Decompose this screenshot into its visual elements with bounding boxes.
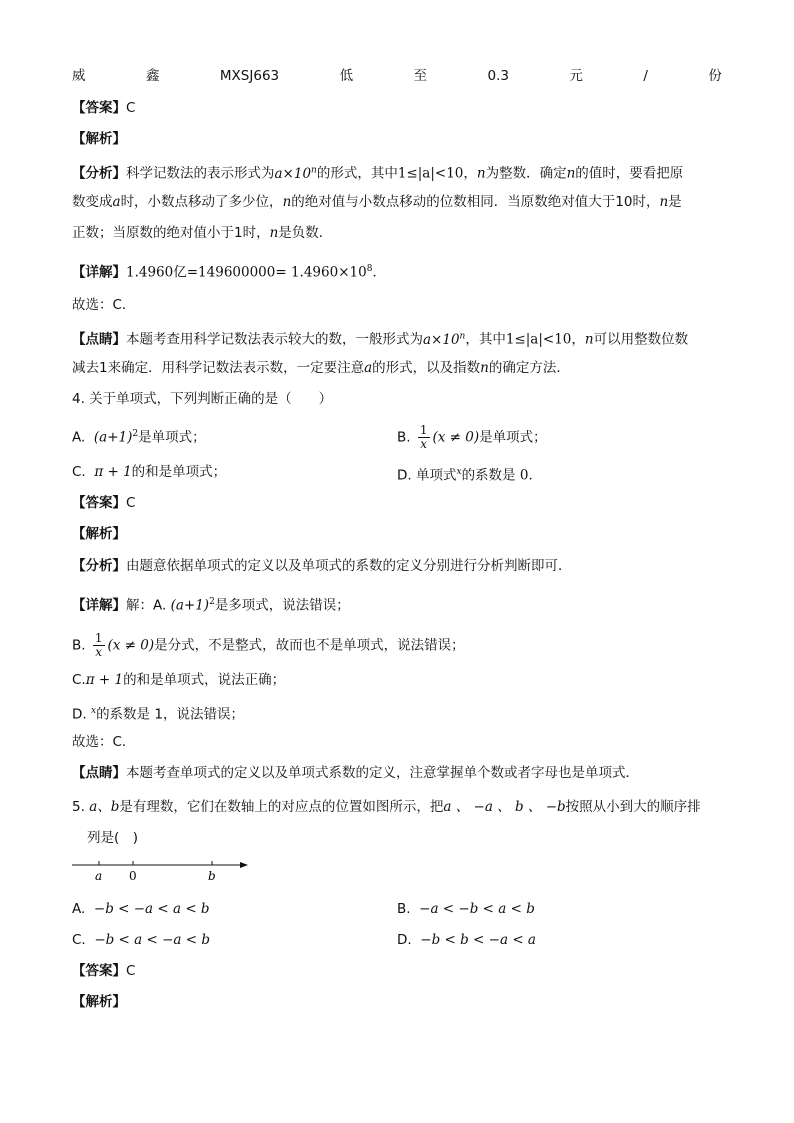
option-label: C. [72,932,86,948]
header-price: 0.3 [487,68,509,84]
q4-guxuan: 故选：C． [72,734,136,750]
xiangjie-tag: 【详解】 [72,597,126,614]
q3-fenxi-line2 [72,192,722,212]
text: ， [571,331,585,348]
math: 0 [519,467,529,484]
answer-value: C [126,495,136,511]
text: 1.4960亿=149600000 [126,264,276,281]
q4-analysis-tag: 【解析】 [72,526,126,542]
answer-tag: 【答案】 [72,963,126,979]
math: (x ≠ 0) [107,637,155,654]
text: 正数；当原数的绝对值小于1时， [72,225,270,241]
q5-answer [72,961,722,981]
header-char: 元 [569,68,583,84]
text: 的值时，要看把原 [575,165,684,182]
text: 由题意依据单项式的定义以及单项式的系数的定义分别进行分析判断即可． [126,558,572,574]
header-char: / [643,68,648,84]
text: 的形式，以及指数 [372,360,481,376]
math-range: 1≤|a|<10 [397,165,464,182]
option-label: D. [397,932,412,948]
math-a: a [112,194,121,210]
q4-xiangjie-b [72,632,722,659]
text: 的确定方法． [488,360,570,376]
math: −b < a < −a < b [94,932,210,948]
arrow-right-icon [240,862,248,868]
q3-answer [72,98,722,118]
text: 是多项式，说法错误； [214,597,350,614]
fenxi-tag: 【分析】 [72,558,126,574]
math: −a < −b < a < b [419,901,535,917]
q3-guxuan: 故选：C． [72,297,136,313]
q5-option-d [397,930,536,950]
xiangjie-tag: 【详解】 [72,264,126,281]
q3-xiangjie [72,259,722,283]
header-watermark-line [72,66,722,86]
fraction [418,424,430,451]
answer-tag: 【答案】 [72,100,126,116]
text: 可以用整数位数 [593,331,689,348]
text: 的和是单项式，说法正确； [123,672,286,688]
text: 的绝对值与小数点移动的位数相同．当原数绝对值大于10时， [291,194,660,210]
math: n [459,331,466,341]
q4-dianjing [72,763,722,783]
tick-label-b: b [208,869,216,883]
text: 是有理数，它们在数轴上的对应点的位置如图所示，把 [119,799,444,815]
text: 的系数是 1，说法错误； [96,706,244,723]
fraction-denominator: x [95,645,103,659]
math-n: n [476,165,486,182]
math-n: n [659,194,669,210]
q4-xiangjie-d [72,701,722,725]
q4-fenxi [72,556,722,576]
math-x: x [456,467,462,477]
text: ，其中 [465,331,506,348]
math: (a+1) [93,429,133,446]
q5-stem-line1 [72,797,722,817]
math-n: n [480,360,489,376]
q3-dianjing-line2 [72,358,722,378]
text: 是 [668,194,682,210]
dianjing-tag: 【点睛】 [72,331,126,348]
answer-value: C [126,963,136,979]
math: (x ≠ 0) [432,429,480,446]
math-exponent: 8 [366,264,373,274]
math-a10n [423,332,465,348]
text: 本题考查用科学记数法表示较大的数，一般形式为 [126,331,423,348]
q3-dianjing-line1 [72,326,722,350]
math: (a+1) [170,597,210,614]
text: 本题考查单项式的定义以及单项式系数的定义，注意掌握单个数或者字母也是单项式． [126,765,639,781]
math-x: x [90,706,97,716]
q4-xiangjie-a [72,592,722,616]
math: = 1.4960×10 [275,264,367,281]
header-char: 威 [72,68,86,84]
text: 按照从小到大的顺序排 [565,799,701,815]
math-exponent: 2 [132,429,139,439]
tick-label-0: 0 [129,869,137,883]
q5-stem-line2: 列是( ) [87,830,139,846]
math-n: n [282,194,292,210]
text: 科学记数法的表示形式为 [126,165,275,182]
math: a×10 [423,331,460,348]
text: 的系数是 [461,467,516,484]
q4-xiangjie-c [72,670,722,690]
answer-value: C [126,100,136,116]
text: 5. [72,799,85,815]
math: a 、 −a 、 b 、 −b [443,799,566,815]
math: n [311,165,317,175]
text: 减去1来确定．用科学记数法表示数，一定要注意 [72,360,365,376]
option-label: C. [72,672,86,688]
math: π + 1 [94,464,132,480]
q4-option-b [397,424,547,451]
text: 是负数． [278,225,333,241]
option-label: B. [397,901,411,917]
q3-fenxi-line3 [72,223,722,243]
text: 解：A. [126,597,167,614]
text: ， [463,165,477,182]
text: 是单项式； [479,429,547,446]
q3-fenxi-line1 [72,160,722,184]
math-a: a [364,360,373,376]
header-char: 至 [413,68,428,84]
q5-analysis-tag: 【解析】 [72,994,126,1010]
header-char: 鑫 [145,68,160,84]
option-label: B. [397,429,411,446]
fraction-denominator: x [420,437,428,451]
option-label: C. [72,464,86,480]
text: 的和是单项式； [131,464,227,480]
math: −b < b < −a < a [420,932,536,948]
q4-answer [72,493,722,513]
math-n: n [584,331,594,348]
math-range: 1≤|a|<10 [505,331,572,348]
option-label: D. [72,706,87,723]
number-line-figure [70,855,260,885]
math: −b < −a < a < b [93,901,210,917]
math-exponent: 2 [209,597,215,607]
fraction-numerator: 1 [94,631,103,645]
q3-analysis-tag: 【解析】 [72,131,126,147]
fenxi-tag: 【分析】 [72,165,126,182]
header-char: 低 [339,68,354,84]
text: 时，小数点移动了多少位， [120,194,283,210]
text: ． [372,264,386,281]
text: 是分式，不是整式，故而也不是单项式，说法错误； [154,637,465,654]
math-n: n [269,225,279,241]
text: 是单项式； [138,429,206,446]
fraction-numerator: 1 [419,423,428,437]
header-code: MXSJ663 [219,68,280,84]
q4-stem: 4. 关于单项式，下列判断正确的是（ ） [72,391,333,407]
text: ． [528,467,542,484]
math: a×10 [274,165,312,182]
text: 数变成 [72,194,113,210]
answer-tag: 【答案】 [72,495,126,511]
text: 的形式，其中 [316,165,398,182]
q5-option-b [397,899,535,919]
text: 为整数．确定 [485,165,567,182]
header-char: 份 [708,68,722,84]
math-n: n [566,165,576,182]
math: π + 1 [85,672,124,688]
option-label: A. [72,901,86,917]
math-a10n [275,166,317,182]
option-label: A. [72,429,86,446]
tick-label-a: a [95,869,103,883]
fraction [93,632,105,659]
option-label: D. [397,467,412,484]
dianjing-tag: 【点睛】 [72,765,126,781]
math: a、b [89,799,120,815]
q4-option-d [397,462,542,486]
option-label: B. [72,637,86,654]
text: 单项式 [415,467,457,484]
